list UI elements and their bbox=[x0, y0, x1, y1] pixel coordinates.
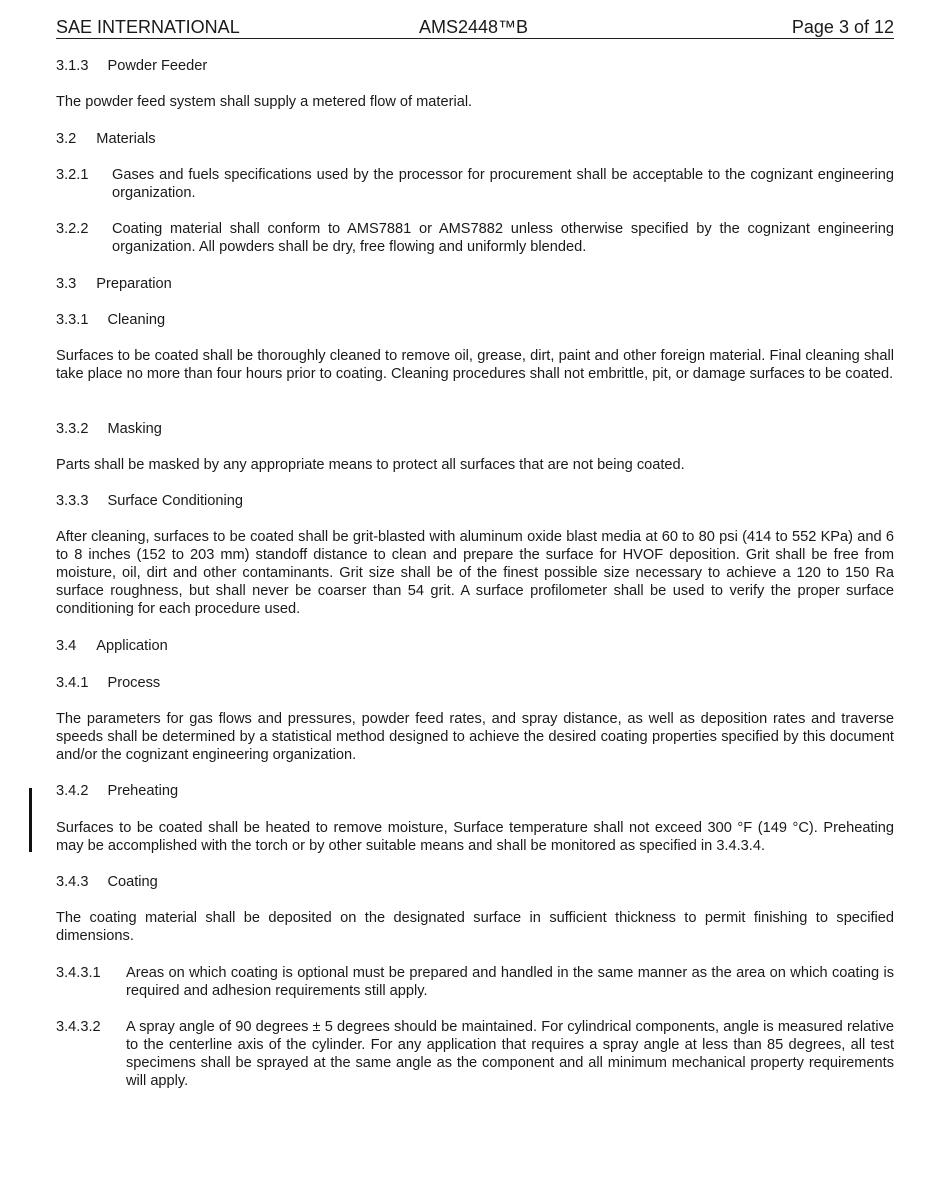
heading-3-2 bbox=[56, 130, 894, 148]
paragraph-3-4-1: The parameters for gas flows and pressures, powder feed rates, and spray distance, as well as deposition rates and traverse speeds shall be determined by a statistical method designed to achieve the desired coating properties specified by this document and/or the cognizant engineering organization. bbox=[56, 711, 894, 763]
section-title: Powder Feeder bbox=[107, 58, 208, 74]
heading-3-3-1 bbox=[56, 311, 894, 329]
section-number: 3.3.3 bbox=[56, 493, 89, 509]
section-number: 3.4.3 bbox=[56, 874, 89, 890]
section-title: Process bbox=[107, 675, 161, 691]
section-title: Surface Conditioning bbox=[107, 493, 243, 509]
heading-3-4-3 bbox=[56, 873, 894, 891]
section-number: 3.3 bbox=[56, 276, 77, 292]
section-number: 3.4.1 bbox=[56, 675, 89, 691]
paragraph-3-3-1: Surfaces to be coated shall be thoroughly cleaned to remove oil, grease, dirt, paint and other foreign material. Final cleaning shall take place no more than four hours prior to coating. Cleaning procedures shall not embrittle, pit, or damage surfaces to be coated. bbox=[56, 348, 894, 382]
section-number: 3.2.1 bbox=[56, 167, 89, 183]
revision-change-bar bbox=[29, 788, 32, 852]
header-doc-number: AMS2448™B bbox=[419, 17, 529, 37]
heading-3-3 bbox=[56, 275, 894, 293]
section-title: Materials bbox=[96, 131, 156, 147]
clause-3-2-2 bbox=[56, 220, 894, 256]
clause-text: Areas on which coating is optional must be prepared and handled in the same manner as the area on which coating is required and adhesion requirements still apply. bbox=[126, 965, 894, 999]
header-org: SAE INTERNATIONAL bbox=[56, 17, 240, 37]
clause-3-2-1 bbox=[56, 166, 894, 202]
paragraph-3-3-3: After cleaning, surfaces to be coated shall be grit-blasted with aluminum oxide blast media at 60 to 80 psi (414 to 552 KPa) and 6 to 8 inches (152 to 203 mm) standoff distance to clean and prepare the surface for HVOF deposition. Grit shall be free from moisture, oil, dirt and other contaminants. Grit size shall be of the finest possible size necessary to achieve a 120 to 150 Ra surface roughness, but shall never be coarser than 54 grit. A surface profilometer shall be used to verify the proper surface conditioning for each procedure used. bbox=[56, 529, 894, 617]
section-number: 3.3.1 bbox=[56, 312, 89, 328]
section-number: 3.4.2 bbox=[56, 783, 89, 799]
page-header bbox=[56, 16, 894, 39]
clause-3-4-3-2 bbox=[56, 1018, 894, 1090]
clause-text: A spray angle of 90 degrees ± 5 degrees should be maintained. For cylindrical components, angle is measured relative to the centerline axis of the cylinder. For any application that requires a spray angle at less than 85 degrees, all test specimens shall be sprayed at the same angle as the component and all minimum mechanical property requirements will apply. bbox=[126, 1019, 894, 1089]
paragraph-3-3-2: Parts shall be masked by any appropriate means to protect all surfaces that are not being coated. bbox=[56, 457, 685, 473]
paragraph-3-1-3: The powder feed system shall supply a metered flow of material. bbox=[56, 94, 473, 110]
section-title: Preheating bbox=[107, 783, 179, 799]
heading-3-3-3 bbox=[56, 492, 894, 510]
heading-3-4 bbox=[56, 637, 894, 655]
header-page-number: Page 3 of 12 bbox=[791, 17, 894, 37]
paragraph-3-4-2: Surfaces to be coated shall be heated to remove moisture, Surface temperature shall not exceed 300 °F (149 °C). Preheating may be accomplished with the torch or by other suitable means and shall be monitored as specified in 3.4.3.4. bbox=[56, 820, 894, 854]
heading-3-4-2 bbox=[56, 782, 894, 800]
clause-text: Coating material shall conform to AMS7881 or AMS7882 unless otherwise specified by the cognizant engineering organization. All powders shall be dry, free flowing and uniformly blended. bbox=[112, 221, 894, 255]
section-number: 3.2.2 bbox=[56, 221, 89, 237]
section-title: Masking bbox=[107, 421, 162, 437]
heading-3-3-2 bbox=[56, 420, 894, 438]
section-title: Coating bbox=[107, 874, 158, 890]
section-number: 3.4.3.2 bbox=[56, 1019, 101, 1035]
section-number: 3.2 bbox=[56, 131, 77, 147]
section-number: 3.4 bbox=[56, 638, 77, 654]
section-title: Preparation bbox=[96, 276, 172, 292]
clause-3-4-3-1 bbox=[56, 964, 894, 1000]
heading-3-4-1 bbox=[56, 674, 894, 692]
section-number: 3.3.2 bbox=[56, 421, 89, 437]
paragraph-3-4-3: The coating material shall be deposited on the designated surface in sufficient thickness to permit finishing to specified dimensions. bbox=[56, 910, 894, 944]
clause-text: Gases and fuels specifications used by the processor for procurement shall be acceptable to the cognizant engineering organization. bbox=[112, 167, 894, 201]
section-title: Application bbox=[96, 638, 168, 654]
section-number: 3.1.3 bbox=[56, 58, 89, 74]
section-number: 3.4.3.1 bbox=[56, 965, 101, 981]
heading-3-1-3 bbox=[56, 57, 894, 75]
section-title: Cleaning bbox=[107, 312, 166, 328]
